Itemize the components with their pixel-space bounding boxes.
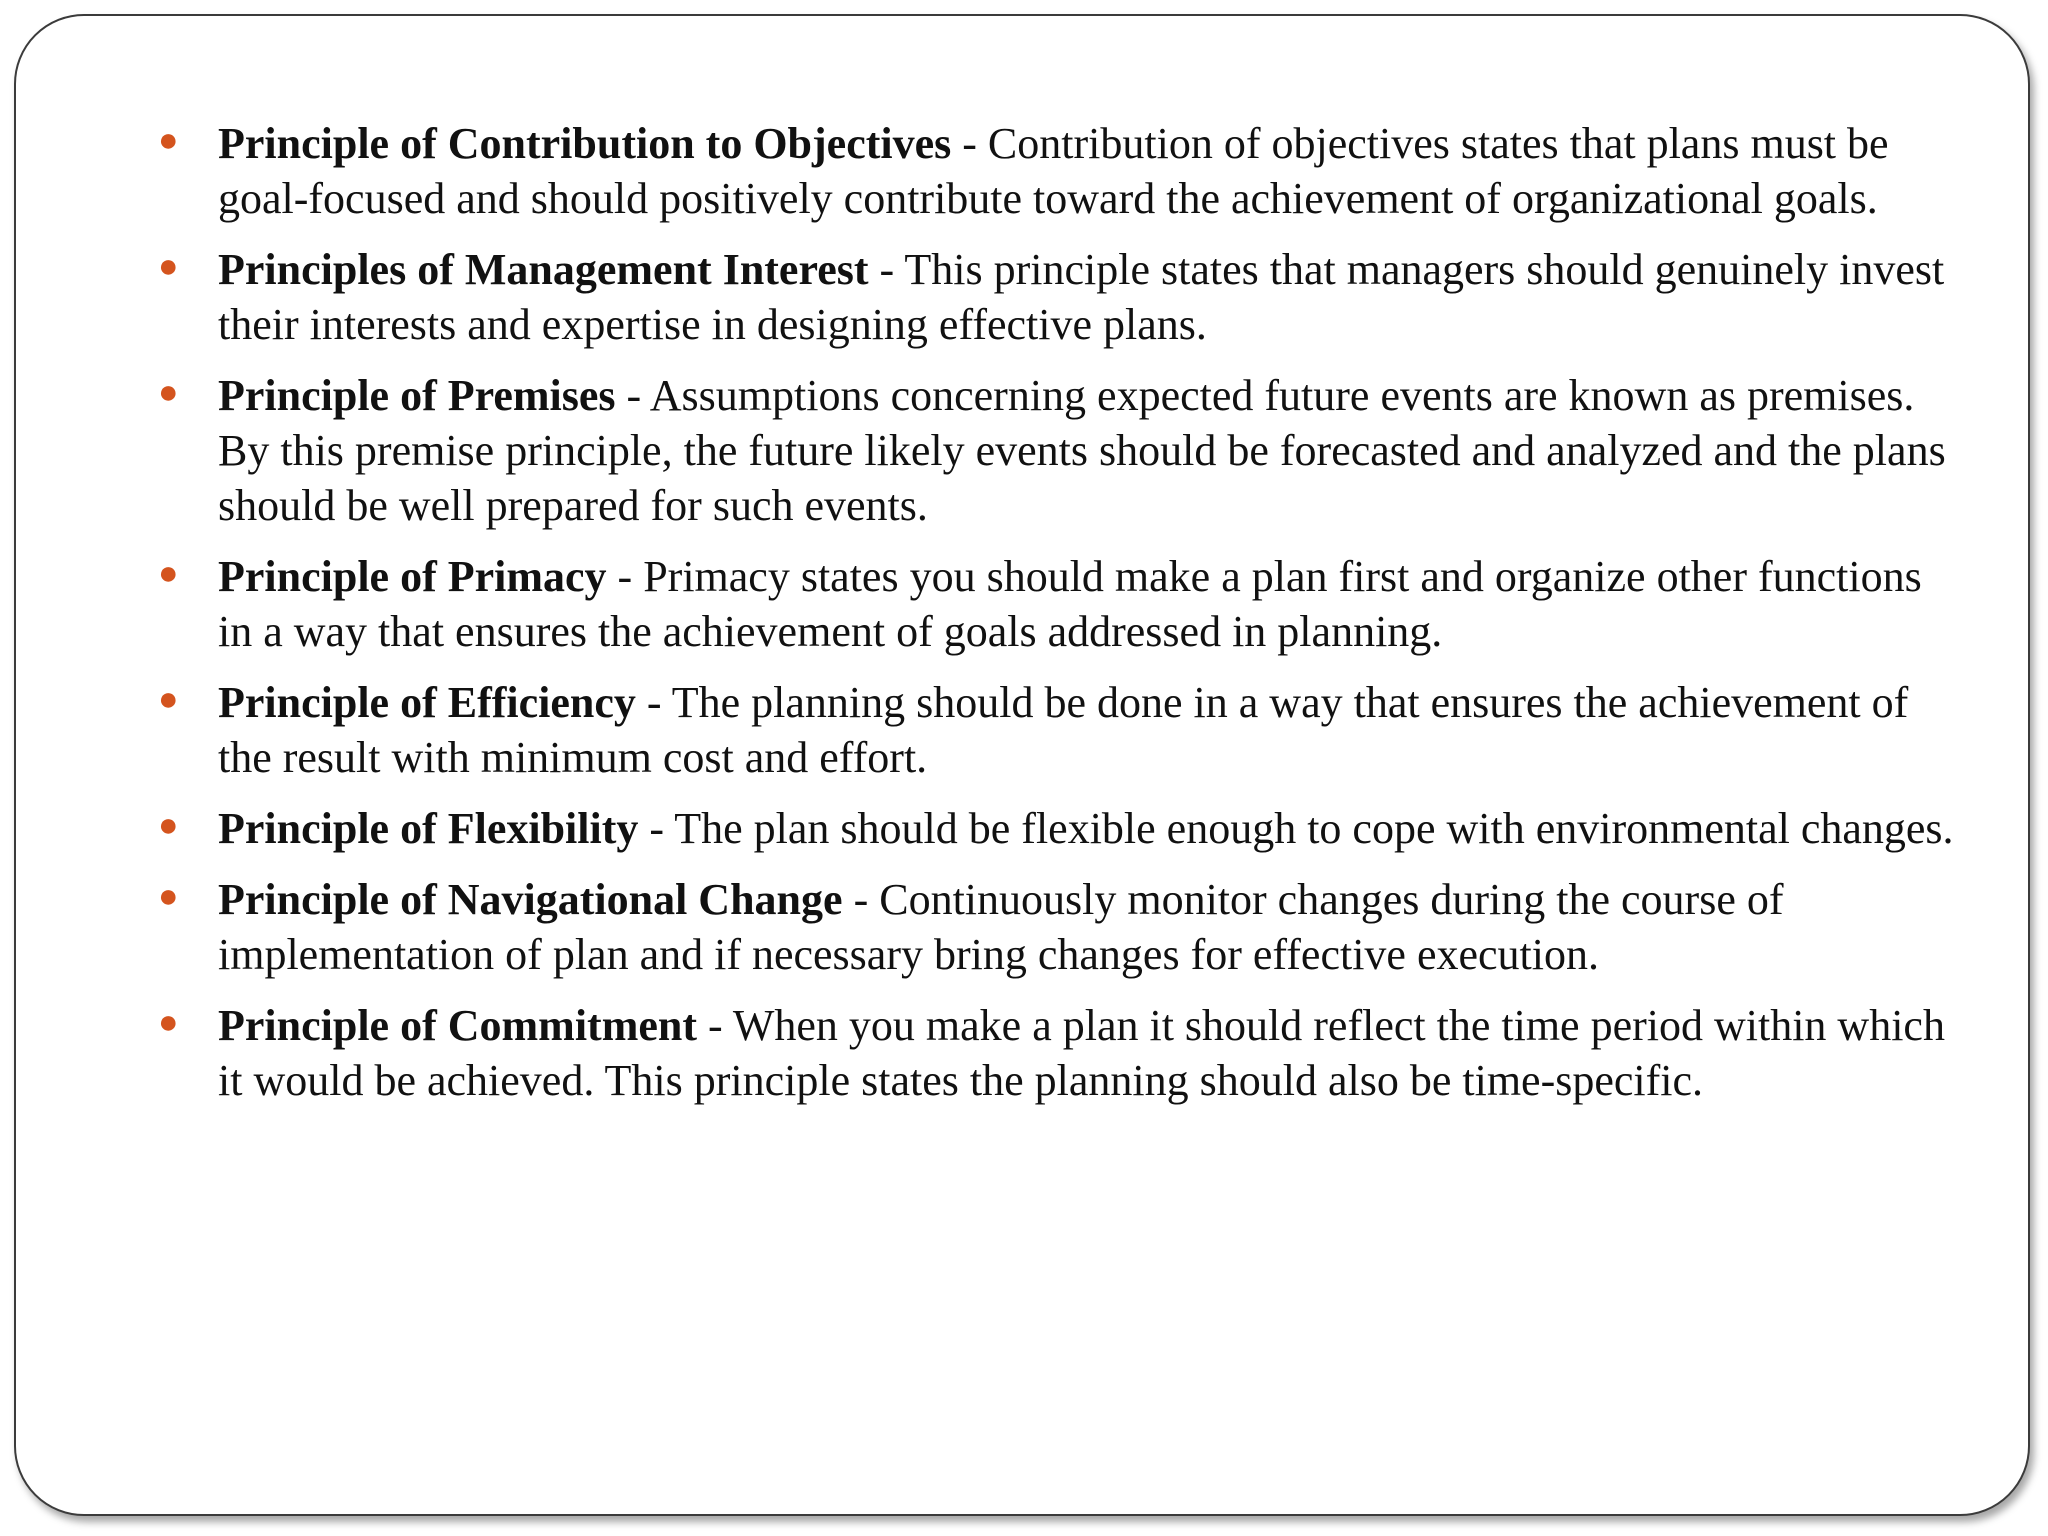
principle-term: Principle of Flexibility <box>218 804 639 853</box>
principle-term: Principle of Commitment <box>218 1001 697 1050</box>
list-item <box>154 801 1954 856</box>
principle-term: Principle of Premises <box>218 371 616 420</box>
principle-description: - Contribution of objectives states that plans must be goal-focused and should positively contribute toward the achievement of organizational goals. <box>218 119 1889 223</box>
list-item <box>154 242 1954 352</box>
list-item <box>154 872 1954 982</box>
principle-term: Principle of Efficiency <box>218 678 636 727</box>
bullet-dot-icon: ● <box>158 374 179 411</box>
principle-description: - This principle states that managers should genuinely invest their interests and expertise in designing effective plans. <box>218 245 1945 349</box>
bullet-dot-icon: ● <box>158 681 179 718</box>
principle-description: - Assumptions concerning expected future events are known as premises. By this premise principle, the future likely events should be forecasted and analyzed and the plans should be well prepared for such events. <box>218 371 1946 530</box>
bullet-dot-icon: ● <box>158 248 179 285</box>
principle-description: - When you make a plan it should reflect the time period within which it would be achieved. This principle states the planning should also be time-specific. <box>218 1001 1945 1105</box>
list-item <box>154 116 1954 226</box>
bullet-list <box>154 116 1954 1124</box>
principle-description: - Primacy states you should make a plan first and organize other functions in a way that ensures the achievement of goals addressed in planning. <box>218 552 1922 656</box>
slide-frame <box>14 14 2030 1516</box>
principle-description: - Continuously monitor changes during the course of implementation of plan and if necessary bring changes for effective execution. <box>218 875 1784 979</box>
principle-term: Principle of Navigational Change <box>218 875 843 924</box>
principle-term: Principles of Management Interest <box>218 245 869 294</box>
list-item <box>154 998 1954 1108</box>
bullet-dot-icon: ● <box>158 555 179 592</box>
bullet-dot-icon: ● <box>158 122 179 159</box>
list-item <box>154 549 1954 659</box>
list-item <box>154 368 1954 533</box>
bullet-dot-icon: ● <box>158 878 179 915</box>
bullet-dot-icon: ● <box>158 807 179 844</box>
bullet-dot-icon: ● <box>158 1004 179 1041</box>
list-item <box>154 675 1954 785</box>
principle-description: - The plan should be flexible enough to cope with environmental changes. <box>638 804 1954 853</box>
principle-term: Principle of Primacy <box>218 552 607 601</box>
principle-term: Principle of Contribution to Objectives <box>218 119 952 168</box>
principle-description: - The planning should be done in a way that ensures the achievement of the result with minimum cost and effort. <box>218 678 1909 782</box>
